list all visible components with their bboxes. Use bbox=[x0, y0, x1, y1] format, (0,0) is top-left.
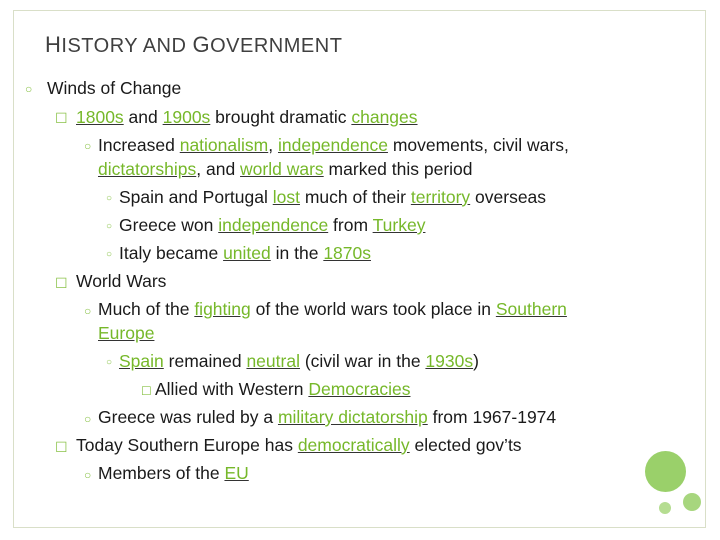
bullet-l3-cont: dictatorships, and world wars marked this period bbox=[98, 159, 473, 179]
bullet-ring-icon: ○ bbox=[106, 221, 113, 232]
bullet-l13: Members of the EU bbox=[98, 463, 249, 483]
bullet-l11: Greece was ruled by a military dictatorship from 1967-1974 bbox=[98, 407, 557, 427]
bullet-ring-icon: ○ bbox=[106, 193, 113, 204]
bullet-l8-cont: Europe bbox=[98, 323, 155, 343]
bullet-l8: Much of the fighting of the world wars took place in Southern bbox=[98, 299, 567, 319]
bullet-box-icon: ☐ bbox=[55, 439, 68, 455]
decorative-circle-tiny bbox=[659, 502, 671, 514]
bullet-l7: World Wars bbox=[76, 271, 167, 291]
bullet-box-icon: ☐ bbox=[141, 384, 152, 398]
bullet-l12: Today Southern Europe has democratically elected gov’ts bbox=[76, 435, 522, 455]
bullet-l10: Allied with Western Democracies bbox=[155, 379, 411, 399]
bullet-l9: Spain remained neutral (civil war in the 1930s) bbox=[119, 351, 479, 371]
bullet-ring-icon: ○ bbox=[84, 468, 92, 482]
bullet-ring-icon: ○ bbox=[84, 304, 92, 318]
decorative-circle-large bbox=[645, 451, 686, 492]
bullet-l6: Italy became united in the 1870s bbox=[119, 243, 371, 263]
bullet-box-icon: ☐ bbox=[55, 275, 68, 291]
bullet-ring-icon: ○ bbox=[84, 139, 92, 153]
bullet-l5: Greece won independence from Turkey bbox=[119, 215, 426, 235]
bullet-ring-icon: ○ bbox=[106, 357, 113, 368]
bullet-ring-icon: ○ bbox=[106, 249, 113, 260]
bullet-l3: Increased nationalism, independence movements, civil wars, bbox=[98, 135, 569, 155]
slide-title: HISTORY AND GOVERNMENT bbox=[45, 32, 343, 57]
bullet-l1: Winds of Change bbox=[47, 78, 182, 98]
bullet-l4: Spain and Portugal lost much of their territory overseas bbox=[119, 187, 547, 207]
bullet-l2: 1800s and 1900s brought dramatic changes bbox=[76, 107, 418, 127]
bullet-ring-icon: ○ bbox=[25, 82, 33, 96]
bullet-ring-icon: ○ bbox=[84, 412, 92, 426]
decorative-circle-small bbox=[683, 493, 701, 511]
bullet-box-icon: ☐ bbox=[55, 110, 68, 126]
